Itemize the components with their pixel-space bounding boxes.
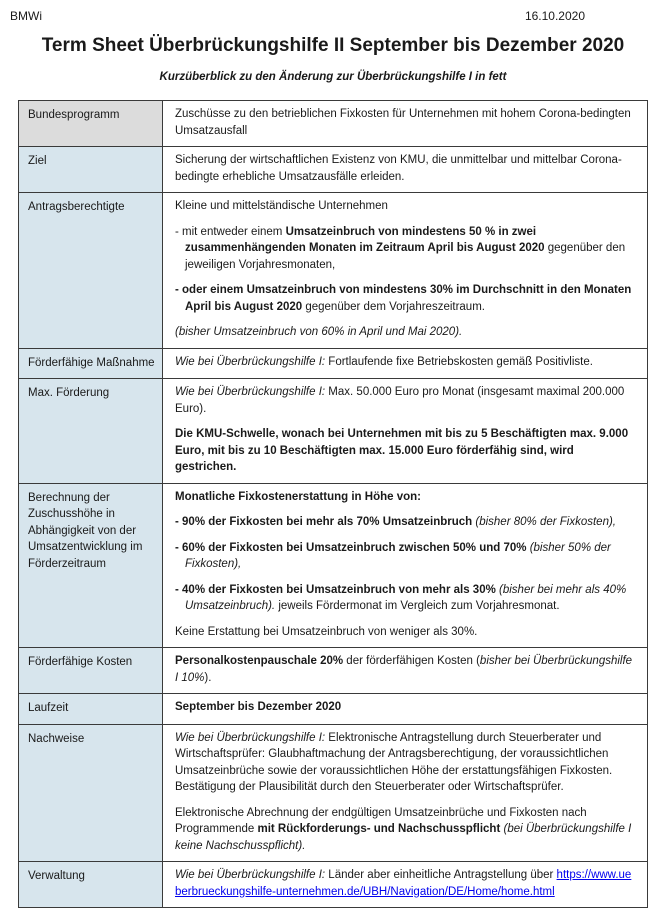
row-label-cell: Max. Förderung: [19, 379, 163, 484]
row-content-cell: [163, 193, 648, 349]
table-row: [19, 379, 648, 484]
row-content-cell: [163, 379, 648, 484]
paragraph: [175, 384, 637, 417]
table-row: [19, 147, 648, 193]
paragraph: [175, 624, 637, 641]
text-run: (bisher 50% der Fixkosten),: [185, 541, 611, 570]
text-run: - oder einem Umsatzeinbruch von mindestens 30% im Durchschnitt in den Monaten April bis August 2020: [175, 284, 632, 313]
table-row: [19, 724, 648, 862]
paragraph: [175, 198, 637, 215]
text-run: Wie bei Überbrückungshilfe I:: [175, 731, 326, 744]
term-sheet-table: [18, 100, 648, 908]
text-run: September bis Dezember 2020: [175, 701, 342, 713]
row-content-cell: [163, 694, 648, 725]
row-label-cell: Antragsberechtigte: [19, 193, 163, 349]
text-run: (bei Überbrückungshilfe I keine Nachschusspflicht).: [175, 823, 632, 852]
row-label-cell: Förderfähige Maßnahme: [19, 348, 163, 379]
hyperlink[interactable]: https://www.ueberbrueckungshilfe-unternehmen.de/UBH/Navigation/DE/Home/home.html: [175, 869, 632, 898]
text-run: - mit entweder einem: [175, 225, 286, 238]
paragraph: [175, 582, 637, 615]
document-date: 16.10.2020: [524, 9, 585, 23]
text-run: Wie bei Überbrückungshilfe I:: [175, 355, 326, 368]
text-run: gegenüber dem Vorjahreszeitraum.: [302, 300, 485, 313]
table-row: [19, 694, 648, 725]
text-run: Umsatzeinbruch von mindestens 50 % in zwei zusammenhängenden Monaten im Zeitraum April bis August 2020: [185, 225, 545, 254]
text-run: Länder aber einheitliche Antragstellung über: [325, 869, 557, 881]
text-run: Personalkostenpauschale 20%: [175, 655, 344, 667]
text-run: jeweils Fördermonat im Vergleich zum Vorjahresmonat.: [275, 600, 560, 612]
page-subtitle: Kurzüberblick zu den Änderung zur Überbrückungshilfe I in fett: [159, 70, 507, 83]
row-content-cell: [163, 348, 648, 379]
text-run: Wie bei Überbrückungshilfe I:: [175, 386, 326, 398]
paragraph: [175, 805, 637, 855]
text-run: ).: [204, 671, 212, 684]
row-label-cell: Berechnung der Zuschusshöhe in Abhängigkeit von der Umsatzentwicklung im Förderzeitraum: [19, 483, 163, 648]
text-run: - 60% der Fixkosten bei Umsatzeinbruch zwischen 50% und 70%: [175, 541, 527, 554]
table-row: [19, 648, 648, 694]
paragraph: [175, 653, 637, 686]
text-run: Die KMU-Schwelle, wonach bei Unternehmen mit bis zu 5 Beschäftigten max. 9.000 Euro, mit bis zu 10 Beschäftigten max. 15.000 Euro förderfähig sind, wird gestrichen.: [175, 428, 629, 473]
row-content-cell: [163, 483, 648, 648]
text-run: gegenüber den jeweiligen Vorjahresmonaten,: [185, 242, 626, 271]
text-run: Elektronische Antragstellung durch Steuerberater und Wirtschaftsprüfer: Glaubhaftmachung der Antragsberechtigung, der voraussichtlichen Umsatzeinbrüche sowie der voraussichtlichen Höhe der erstattungsfähigen Fixkosten. Bestätigung der Plausibilität durch den Steuerberater oder Wirtschaftsprüfer.: [175, 731, 613, 793]
text-run: der förderfähigen Kosten (: [343, 655, 480, 667]
text-run: Elektronische Abrechnung der endgültigen Umsatzeinbrüche und Fixkosten nach Programmende: [175, 806, 587, 835]
page-title: Term Sheet Überbrückungshilfe II September bis Dezember 2020: [41, 34, 625, 56]
text-run: Fortlaufende fixe Betriebskosten gemäß Positivliste.: [325, 355, 593, 368]
paragraph: [175, 730, 637, 796]
paragraph: [175, 106, 637, 139]
text-run: (bisher 80% der Fixkosten),: [472, 516, 616, 528]
text-run: Sicherung der wirtschaftlichen Existenz von KMU, die unmittelbar und mittelbar Corona-bedingte erhebliche Umsatzausfälle erleiden.: [175, 154, 622, 183]
paragraph: [175, 514, 637, 531]
row-content-cell: [163, 724, 648, 862]
text-run: Keine Erstattung bei Umsatzeinbruch von weniger als 30%.: [175, 625, 478, 638]
table-row: [19, 101, 648, 147]
row-content-cell: [163, 648, 648, 694]
text-run: Wie bei Überbrückungshilfe I:: [175, 869, 326, 881]
table-row: [19, 862, 648, 908]
text-run: bisher bei Überbrückungshilfe I 10%: [175, 655, 633, 684]
row-label-cell: Ziel: [19, 147, 163, 193]
row-label-cell: Bundesprogramm: [19, 101, 163, 147]
paragraph: [175, 282, 637, 315]
row-label-cell: Förderfähige Kosten: [19, 648, 163, 694]
table-row: [19, 348, 648, 379]
ministry-label: BMWi: [10, 9, 42, 23]
term-table-body: [19, 101, 648, 908]
text-run: - 90% der Fixkosten bei mehr als 70% Umsatzeinbruch: [175, 516, 473, 528]
table-row: [19, 193, 648, 349]
row-content-cell: [163, 147, 648, 193]
text-run: (bisher Umsatzeinbruch von 60% in April und Mai 2020).: [175, 326, 463, 338]
paragraph: [175, 354, 637, 371]
table-row: [19, 483, 648, 648]
paragraph: [175, 426, 637, 476]
paragraph: [175, 489, 637, 506]
text-run: mit Rückforderungs- und Nachschusspflicht: [257, 823, 501, 835]
paragraph: [175, 540, 637, 573]
paragraph: [175, 324, 637, 341]
text-run: (bisher bei mehr als 40% Umsatzeinbruch).: [185, 583, 627, 612]
text-run: - 40% der Fixkosten bei Umsatzeinbruch von mehr als 30%: [175, 583, 496, 596]
row-label-cell: Nachweise: [19, 724, 163, 862]
row-label-cell: Verwaltung: [19, 862, 163, 908]
document-header: [0, 0, 666, 25]
text-run: Zuschüsse zu den betrieblichen Fixkosten für Unternehmen mit hohem Corona-bedingten Umsatzausfall: [175, 108, 631, 137]
paragraph: [175, 867, 637, 900]
paragraph: [175, 152, 637, 185]
text-run: Monatliche Fixkostenerstattung in Höhe von:: [175, 490, 421, 503]
row-label-cell: Laufzeit: [19, 694, 163, 725]
text-run: Kleine und mittelständische Unternehmen: [175, 200, 388, 212]
row-content-cell: [163, 101, 648, 147]
text-run: Max. 50.000 Euro pro Monat (insgesamt maximal 200.000 Euro).: [175, 386, 625, 415]
row-content-cell: [163, 862, 648, 908]
paragraph: [175, 699, 637, 716]
paragraph: [175, 224, 637, 274]
